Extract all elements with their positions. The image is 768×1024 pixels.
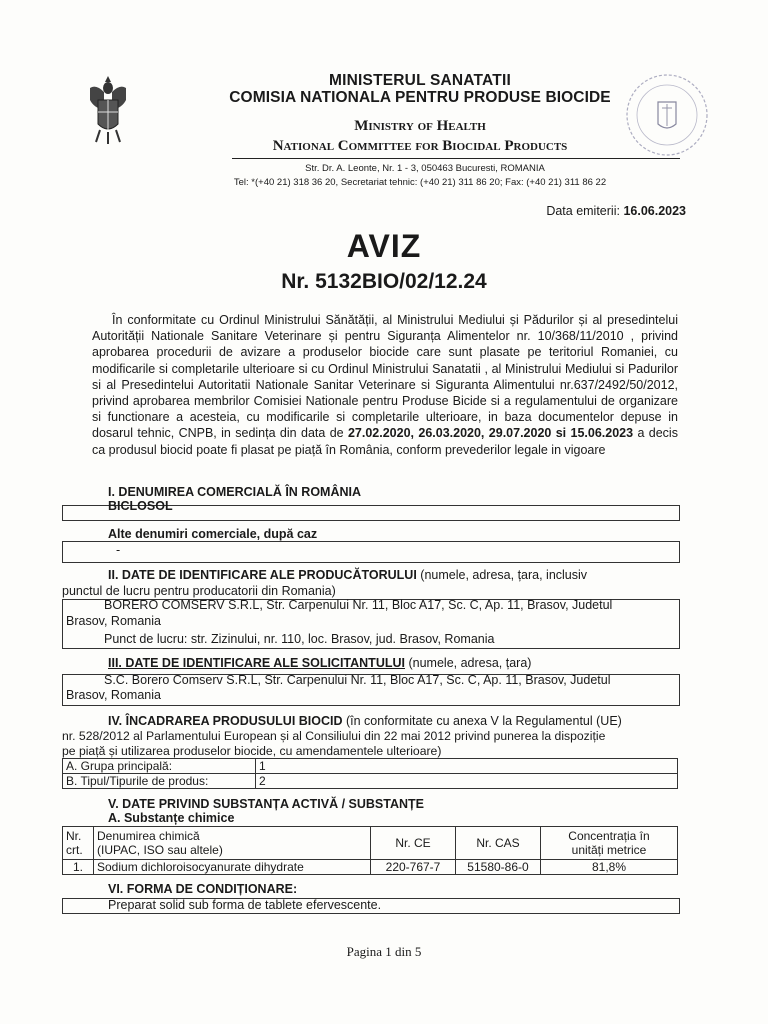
section2-note: punctul de lucru pentru producatorii din Romania): [62, 584, 336, 598]
product-type-value: 2: [256, 774, 678, 789]
cell-chemical-name: Sodium dichloroisocyanurate dihydrate: [94, 860, 371, 875]
document-title: AVIZ: [346, 228, 422, 264]
producer-line1: BORERO COMSERV S.R.L, Str. Carpenului Nr. 11, Bloc A17, Sc. C, Ap. 11, Brasov, Judetul: [104, 598, 613, 612]
section4-note3: pe piață și utilizarea produselor biocide, cu amendamentele ulterioare): [62, 744, 442, 758]
product-type-label: B. Tipul/Tipurile de produs:: [63, 774, 256, 789]
section2-heading: II. DATE DE IDENTIFICARE ALE PRODUCĂTORULUI (numele, adresa, țara, inclusiv: [108, 568, 588, 582]
cell-ce: 220-767-7: [371, 860, 456, 875]
section5-heading: V. DATE PRIVIND SUBSTANȚA ACTIVĂ / SUBSTANȚE: [108, 797, 424, 811]
alt-names-label: Alte denumiri comerciale, după caz: [108, 527, 318, 541]
col-concentration: Concentrația în unități metrice: [541, 827, 678, 860]
ministry-name-en: Ministry of Health: [354, 118, 486, 134]
table-row: [63, 759, 678, 774]
romania-coat-of-arms-icon: [86, 70, 130, 146]
committee-name-ro: COMISIA NATIONALA PENTRU PRODUSE BIOCIDE: [229, 89, 611, 106]
section1-heading: I. DENUMIREA COMERCIALĂ ÎN ROMÂNIA: [108, 485, 362, 499]
alt-names-box: [62, 541, 680, 563]
formulation-value: Preparat solid sub forma de tablete efervescente.: [108, 898, 382, 912]
col-nr: Nr. crt.: [63, 827, 94, 860]
producer-line2: Brasov, Romania: [66, 614, 161, 628]
page-number: Pagina 1 din 5: [346, 944, 422, 959]
table-row: [63, 774, 678, 789]
section4-note2: nr. 528/2012 al Parlamentului European și al Consiliului din 22 mai 2012 privind punerea la dispoziție: [62, 729, 606, 743]
issue-date: Data emiterii: 16.06.2023: [546, 204, 686, 218]
cell-cas: 51580-86-0: [456, 860, 541, 875]
main-group-label: A. Grupa principală:: [63, 759, 256, 774]
active-substance-table: [62, 826, 678, 875]
committee-name-en: National Committee for Biocidal Products: [272, 138, 568, 154]
col-ce: Nr. CE: [371, 827, 456, 860]
col-cas: Nr. CAS: [456, 827, 541, 860]
intro-paragraph: În conformitate cu Ordinul Ministrului Sănătății, al Ministrului Mediului și Pădurilor și al presedintelui Autorității Nationale Sanitare Veterinare și pentru Siguranța Alimentelor nr. 10/368/11/2010 , privind aprobarea procedurii de avizare a produselor biocide care sunt plasate pe teritoriul Romaniei, cu modificarile si completarile ulterioare si cu Ordinul Ministrului Sanatatii , al Ministrului Mediului si Padurilor si al Presedintelui Autoritatii Nationale Sanitar Veterinare si Siguranta Alimentului nr.637/2492/50/2012, privind aprobarea membrilor Comisiei Nationale pentru Produse Bicide si a regulamentului de organizare si functionare a acesteia, cu modificarile si completarile ulterioare, in baza documentelor depuse in dosarul tehnic, CNPB, in sedința din data de 27.02.2020, 26.03.2020, 29.07.2020 si 15.06.2023 a decis ca produsul biocid poate fi plasat pe piață în România, conform prevederilor legale in vigoare: [92, 313, 678, 457]
applicant-line2: Brasov, Romania: [66, 688, 161, 702]
section3-heading: III. DATE DE IDENTIFICARE ALE SOLICITANTULUI (numele, adresa, țara): [108, 656, 532, 670]
alt-names-value: -: [116, 543, 121, 557]
header-divider: [232, 158, 680, 159]
applicant-line1: S.C. Borero Comserv S.R.L, Str. Carpenului Nr. 11, Bloc A17, Sc. C, Ap. 11, Brasov, Judetul: [104, 673, 611, 687]
producer-worksite: Punct de lucru: str. Zizinului, nr. 110, loc. Brasov, jud. Brasov, Romania: [104, 632, 495, 646]
official-stamp-icon: [622, 68, 712, 162]
cell-nr: 1.: [63, 860, 94, 875]
document-number: Nr. 5132BIO/02/12.24: [281, 270, 487, 293]
header-contact: Tel: *(+40 21) 318 36 20, Secretariat tehnic: (+40 21) 311 86 20; Fax: (+40 21) 311 86 22: [233, 177, 607, 188]
header-address: Str. Dr. A. Leonte, Nr. 1 - 3, 050463 Bucuresti, ROMANIA: [305, 163, 545, 174]
table-row: [63, 860, 678, 875]
table-header-row: [63, 827, 678, 860]
col-chemical-name: Denumirea chimică (IUPAC, ISO sau altele): [94, 827, 371, 860]
trade-name: BICLOSOL: [108, 499, 173, 513]
section6-heading: VI. FORMA DE CONDIȚIONARE:: [108, 882, 298, 896]
section5-subheading: A. Substanțe chimice: [108, 811, 235, 825]
cell-concentration: 81,8%: [541, 860, 678, 875]
product-classification-table: [62, 758, 678, 789]
section4-heading: IV. ÎNCADRAREA PRODUSULUI BIOCID (în conformitate cu anexa V la Regulamentul (UE): [108, 714, 622, 728]
main-group-value: 1: [256, 759, 678, 774]
ministry-name-ro: MINISTERUL SANATATII: [329, 72, 511, 89]
